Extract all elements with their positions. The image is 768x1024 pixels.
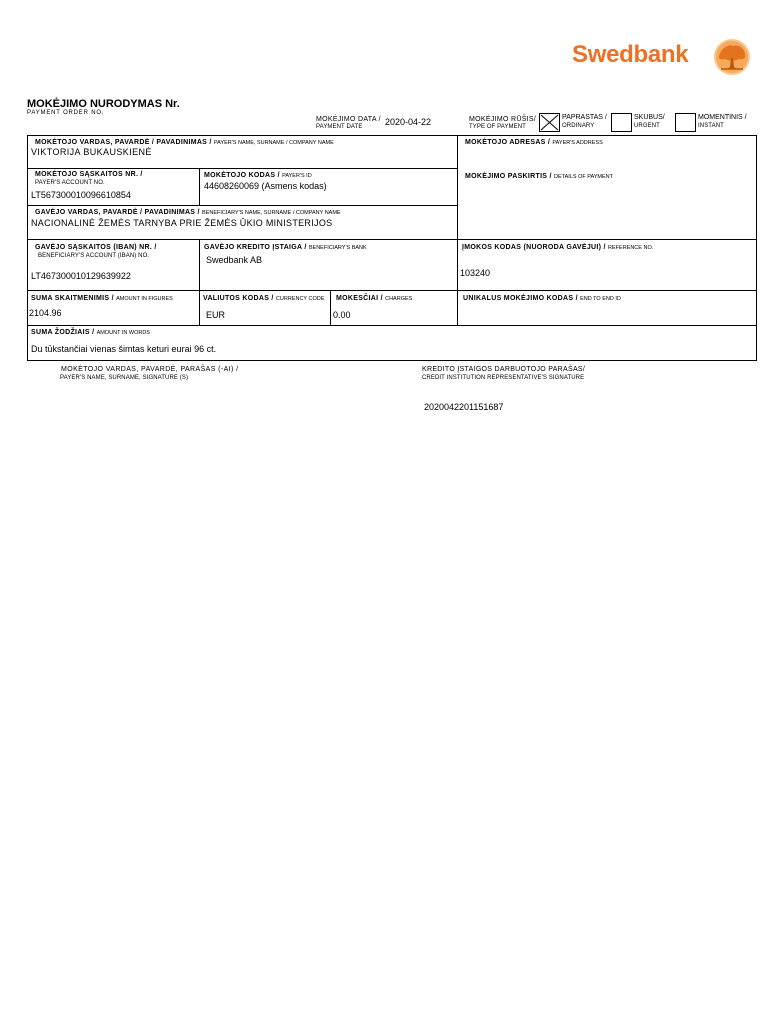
document-reference: 2020042201151687 [424,402,504,412]
payer-account-label: MOKĖTOJO SĄSKAITOS NR. / [35,171,143,178]
payment-date-label-en: PAYMENT DATE [316,124,363,130]
payment-date-label: MOKĖJIMO DATA / [316,116,381,123]
beneficiary-name-value: NACIONALINĖ ŽEMĖS TARNYBA PRIE ŽEMĖS ŪKIO MINISTERIJOS [31,218,333,228]
beneficiary-name-label: GAVĖJO VARDAS, PAVARDĖ / PAVADINIMAS / BENEFICIARY'S NAME, SURNAME / COMPANY NAME [35,209,341,216]
payer-account-value: LT567300010096610854 [31,190,131,200]
checkmark-x-icon [540,114,559,131]
currency-value: EUR [206,310,226,320]
reference-value: 103240 [460,268,491,278]
payer-id-label: MOKĖTOJO KODAS / PAYER'S ID [204,172,312,179]
beneficiary-bank-label: GAVĖJO KREDITO ĮSTAIGA / BENEFICIARY'S BANK [204,244,367,251]
bank-signature-label: KREDITO ĮSTAIGOS DARBUOTOJO PARAŠAS/ [422,366,586,373]
amount-figures-label: SUMA SKAITMENIMIS / AMOUNT IN FIGURES [31,295,173,302]
amount-words-value: Du tūkstančiai vienas šimtas keturi eurai 96 ct. [31,344,217,354]
payer-id-value: 44608260069 (Asmens kodas) [204,181,327,191]
payment-date-value: 2020-04-22 [385,117,432,127]
beneficiary-bank-value: Swedbank AB [206,255,263,265]
amount-figures-value: 2104.96 [29,308,62,318]
charges-value: 0.00 [333,310,351,320]
page-title: MOKĖJIMO NURODYMAS Nr. [27,98,180,110]
payer-name-value: VIKTORIJA BUKAUSKIENĖ [31,147,152,157]
reference-label: ĮMOKOS KODAS (NUORODA GAVĖJUI) / REFERENCE NO. [462,244,654,251]
beneficiary-account-label: GAVĖJO SĄSKAITOS (IBAN) NR. / [35,244,157,251]
swedbank-logo [572,41,688,69]
type-ordinary-label: PAPRASTAS / [562,114,607,121]
bank-signature-label-en: CREDIT INSTITUTION REPRESENTATIVE'S SIGNATURE [422,375,585,381]
type-instant-label: MOMENTINIS / [698,114,747,121]
payment-purpose-label: MOKĖJIMO PASKIRTIS / DETAILS OF PAYMENT [465,173,614,180]
beneficiary-account-label-en: BENEFICIARY'S ACCOUNT (IBAN) NO. [38,253,150,259]
brand-name: Swedbank [572,41,689,68]
charges-label: MOKESČIAI / CHARGES [336,295,413,302]
type-instant-en: INSTANT [698,123,724,129]
end-to-end-label: UNIKALUS MOKĖJIMO KODAS / END TO END ID [463,295,621,302]
type-urgent-label: SKUBUS/ [634,114,665,121]
payer-signature-label: MOKĖTOJO VARDAS, PAVARDĖ, PARAŠAS (-AI) / [61,366,239,373]
payer-address-label: MOKĖTOJO ADRESAS / PAYER'S ADDRESS [465,139,603,146]
payment-type-label-en: TYPE OF PAYMENT [469,124,526,130]
page-title-en: PAYMENT ORDER NO. [27,110,105,116]
beneficiary-account-value: LT467300010129639922 [31,271,131,281]
payer-name-label: MOKĖTOJO VARDAS, PAVARDĖ / PAVADINIMAS / PAYER'S NAME, SURNAME / COMPANY NAME [35,139,334,146]
currency-label: VALIUTOS KODAS / CURRENCY CODE [203,295,325,302]
checkbox-instant[interactable] [675,113,696,132]
amount-words-label: SUMA ŽODŽIAIS / AMOUNT IN WORDS [31,329,150,336]
checkbox-ordinary[interactable] [539,113,560,132]
oak-tree-icon [713,38,751,76]
checkbox-urgent[interactable] [611,113,632,132]
payment-type-label: MOKĖJIMO RŪŠIS/ [469,116,537,123]
payer-signature-label-en: PAYER'S NAME, SURNAME, SIGNATURE (S) [60,375,189,381]
payer-account-label-en: PAYER'S ACCOUNT NO. [35,180,105,186]
type-urgent-en: URGENT [634,123,660,129]
type-ordinary-en: ORDINARY [562,123,595,129]
